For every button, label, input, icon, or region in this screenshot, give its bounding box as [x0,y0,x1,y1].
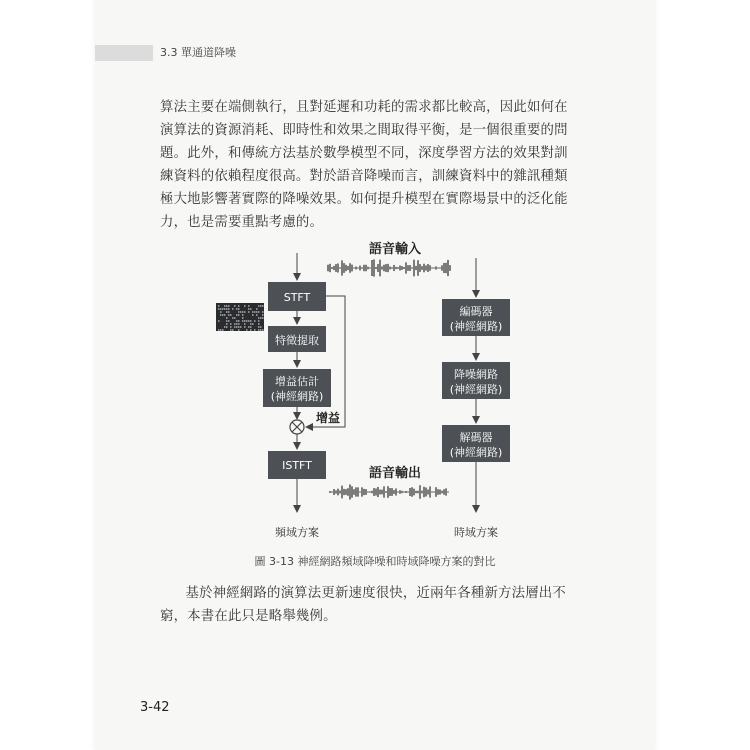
speech-input-label: 語音輸入 [368,242,422,257]
section-header: 3.3 單通道降噪 [160,46,236,59]
decoder-label-1: 解碼器 [459,431,493,444]
spectrogram-thumbnail [216,303,264,331]
input-waveform [328,259,450,276]
figure-caption: 圖 3-13 神經網路頻域降噪和時域降噪方案的對比 [254,555,496,568]
encoder-label-2: (神經網路) [449,320,503,333]
gain-estimation-label-2: (神經網路) [270,390,324,403]
denoise-network-label-2: (神經網路) [449,383,503,396]
gain-label: 增益 [315,411,341,425]
feature-extraction-label: 特徵提取 [275,334,319,347]
gain-estimation-label-1: 增益估計 [275,375,319,388]
paragraph-2: 基於神經網路的演算法更新速度很快，近兩年各種新方法層出不窮，本書在此只是略舉幾例。 [160,586,566,624]
frequency-domain-label: 頻域方案 [275,526,319,539]
encoder-label-1: 編碼器 [459,305,493,318]
output-waveform [330,484,448,499]
denoise-network-label-1: 降噪網路 [454,368,498,381]
speech-output-label: 語音輸出 [368,466,422,481]
paragraph-1: 算法主要在端側執行，且對延遲和功耗的需求都比較高，因此如何在演算法的資源消耗、即時性和效果之間取得平衡，是一個很重要的問題。此外，和傳統方法基於數學模型不同，深度學習方法的效果對訓練資料的依賴程度很高。對於語音降噪而言，訓練資料中的雜訊種類極大地影響著實際的降噪效果。如何提升模型在實際場景中的泛化能力，也是需要重點考慮的。 [160,100,568,230]
time-domain-label: 時域方案 [454,526,498,539]
page-number: 3-42 [140,700,170,715]
stft-label: STFT [283,291,311,304]
istft-label: ISTFT [282,459,312,472]
multiplier-icon [290,420,304,434]
decoder-label-2: (神經網路) [449,446,503,459]
bypass-arrow [306,296,345,427]
